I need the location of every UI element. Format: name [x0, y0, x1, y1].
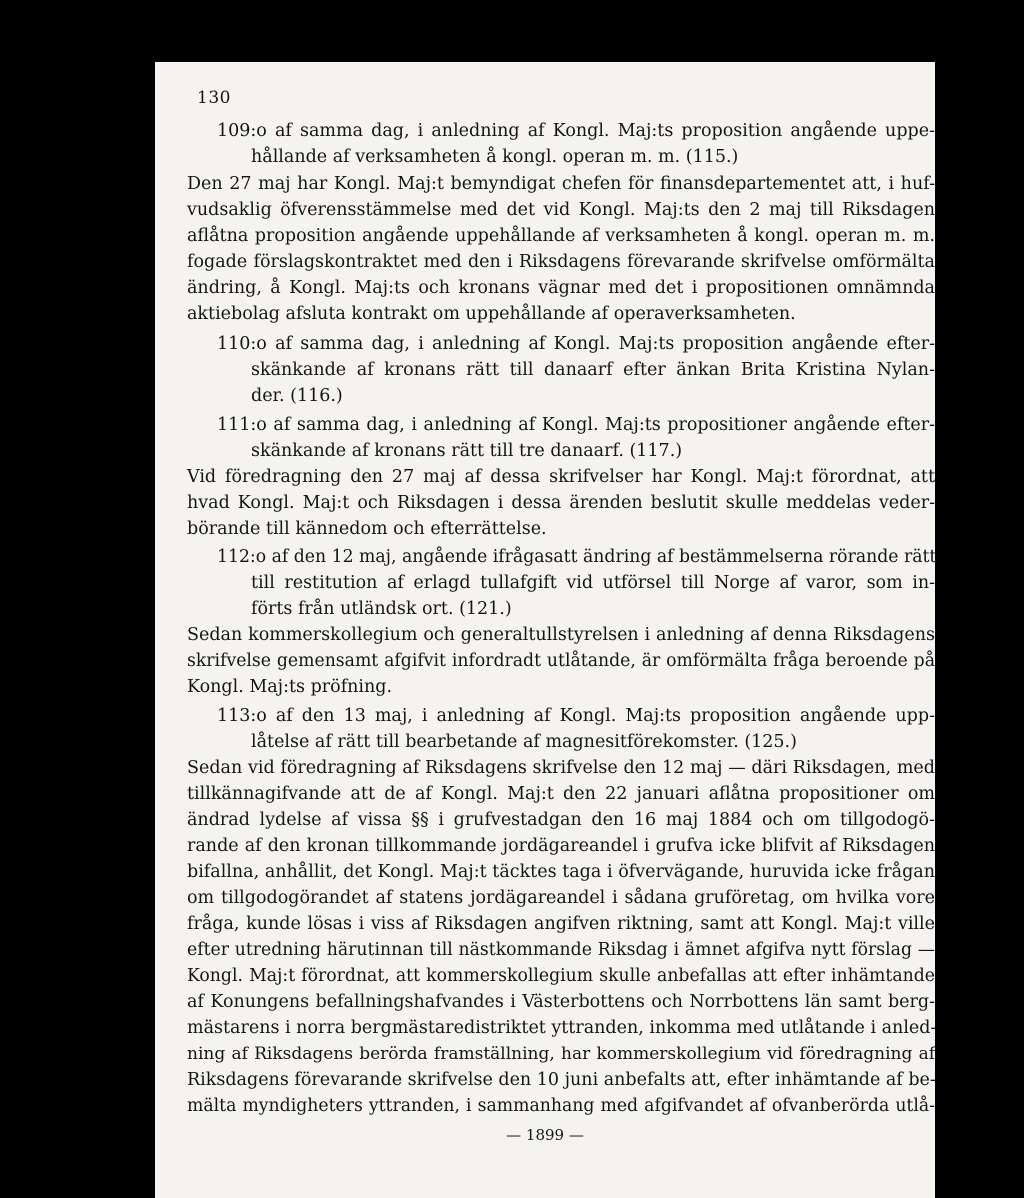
text-line: Kongl. Maj:ts pröfning.: [187, 677, 393, 697]
text-line: om tillgodogörandet af statens jordägareandel i sådana gruföretag, om hvilka vore: [187, 888, 935, 908]
text-line: skänkande af kronans rätt till tre danaarf. (117.): [251, 441, 683, 461]
text-line: ändrad lydelse af vissa §§ i grufvestadgan den 16 maj 1884 och om tillgodogö-: [187, 810, 935, 830]
text-line: rande af den kronan tillkommande jordägareandel i grufva icke blifvit af Riksdagen: [187, 836, 935, 856]
text-line: der. (116.): [251, 386, 343, 406]
text-line: fråga, kunde lösas i viss af Riksdagen angifven riktning, samt att Kongl. Maj:t ville: [187, 914, 935, 934]
text-line: mästarens i norra bergmästaredistriktet yttranden, inkomma med utlåtande i anled-: [187, 1018, 937, 1038]
text-line: Sedan vid föredragning af Riksdagens skrifvelse den 12 maj — däri Riksdagen, med: [187, 758, 935, 778]
text-line: fogade förslagskontraktet med den i Riksdagens förevarande skrifvelse omförmälta: [187, 252, 935, 272]
text-line: hvad Kongl. Maj:t och Riksdagen i dessa ärenden beslutit skulle meddelas veder-: [187, 493, 935, 513]
text-line: Sedan kommerskollegium och generaltullstyrelsen i anledning af denna Riksdagens: [187, 625, 935, 645]
text-line: tillkännagifvande att de af Kongl. Maj:t den 22 januari aflåtna propositioner om: [187, 784, 935, 804]
text-line: hållande af verksamheten å kongl. operan m. m. (115.): [251, 147, 739, 167]
text-line: vudsaklig öfverensstämmelse med det vid Kongl. Maj:ts den 2 maj till Riksdagen: [187, 200, 935, 220]
text-line: till restitution af erlagd tullafgift vid utförsel till Norge af varor, som in-: [251, 573, 935, 593]
text-line: Den 27 maj har Kongl. Maj:t bemyndigat chefen för finansdepartementet att, i huf-: [187, 174, 935, 194]
text-line: skrifvelse gemensamt afgifvit infordradt utlåtande, är omförmälta fråga beroende på: [187, 651, 935, 671]
text-line: 111:o af samma dag, i anledning af Kongl. Maj:ts propositioner angående efter-: [217, 415, 935, 435]
text-line: efter utredning härutinnan till nästkommande Riksdag i ämnet afgifva nytt förslag —: [187, 940, 935, 960]
page-footer: — 1899 —: [506, 1126, 584, 1144]
text-line: aflåtna proposition angående uppehållande af verksamheten å kongl. operan m. m.: [187, 226, 935, 246]
text-line: 112:o af den 12 maj, angående ifrågasatt ändring af bestämmelserna rörande rätt: [217, 547, 937, 567]
text-line: bifallna, anhållit, det Kongl. Maj:t täcktes taga i öfvervägande, huruvida icke frågan: [187, 862, 935, 882]
text-line: aktiebolag afsluta kontrakt om uppehållande af operaverksamheten.: [187, 304, 796, 324]
text-line: börande till kännedom och efterrättelse.: [187, 519, 547, 539]
text-line: mälta myndigheters yttranden, i sammanhang med afgifvandet af ofvanberörda utlå-: [187, 1096, 935, 1116]
document-page: [155, 62, 935, 1198]
text-line: 110:o af samma dag, i anledning af Kongl. Maj:ts proposition angående efter-: [217, 334, 935, 354]
text-line: Riksdagens förevarande skrifvelse den 10 juni anbefalts att, efter inhämtande af be-: [187, 1070, 936, 1090]
text-line: ning af Riksdagens berörda framställning, har kommerskollegium vid föredragning af: [187, 1044, 935, 1064]
text-line: Kongl. Maj:t förordnat, att kommerskollegium skulle anbefallas att efter inhämtande: [187, 966, 935, 986]
text-line: af Konungens befallningshafvandes i Västerbottens och Norrbottens län samt berg-: [187, 992, 935, 1012]
text-line: 113:o af den 13 maj, i anledning af Kongl. Maj:ts proposition angående upp-: [217, 706, 935, 726]
text-line: förts från utländsk ort. (121.): [251, 599, 512, 619]
text-line: låtelse af rätt till bearbetande af magnesitförekomster. (125.): [251, 732, 797, 752]
text-line: Vid föredragning den 27 maj af dessa skrifvelser har Kongl. Maj:t förordnat, att: [187, 467, 935, 487]
page-number: 130: [197, 88, 231, 108]
text-line: ändring, å Kongl. Maj:ts och kronans vägnar med det i propositionen omnämnda: [187, 278, 935, 298]
text-line: 109:o af samma dag, i anledning af Kongl. Maj:ts proposition angående uppe-: [217, 121, 935, 141]
text-line: skänkande af kronans rätt till danaarf efter änkan Brita Kristina Nylan-: [251, 360, 935, 380]
